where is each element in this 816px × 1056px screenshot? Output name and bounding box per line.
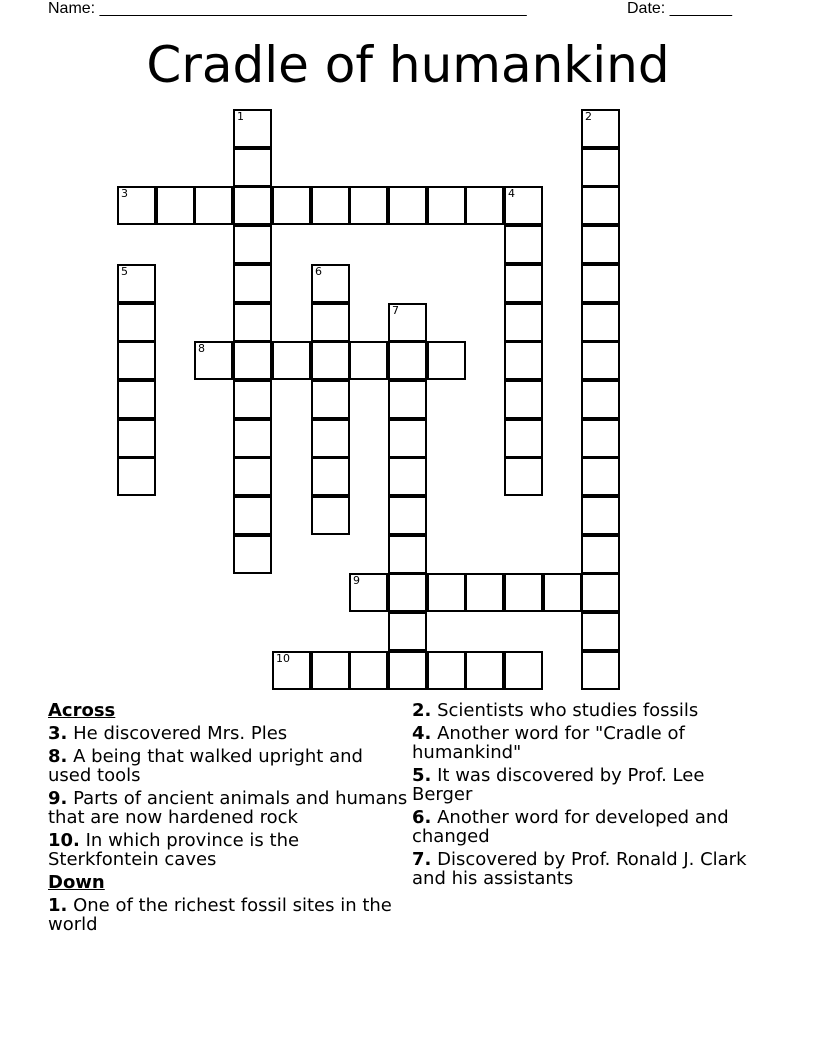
clue-across-8 [48,747,408,785]
grid-cell[interactable] [504,186,543,225]
clue-text: Scientists who studies fossils [437,700,699,721]
cell-number: 3 [121,187,128,200]
clues-left-column [48,701,408,938]
page-title: Cradle of humankind [146,36,670,94]
grid-cell[interactable] [388,303,427,342]
grid-cell[interactable] [349,341,388,380]
grid-cell[interactable] [388,535,427,574]
clue-down-6 [412,808,752,846]
clue-text: One of the richest fossil sites in the world [48,895,392,935]
grid-cell[interactable] [581,419,620,458]
grid-cell[interactable] [117,457,156,496]
grid-cell[interactable] [349,186,388,225]
grid-cell[interactable] [581,496,620,535]
grid-cell[interactable] [233,457,272,496]
cell-number: 8 [198,342,205,355]
grid-cell[interactable] [581,380,620,419]
grid-cell[interactable] [233,341,272,380]
clue-across-3 [48,724,408,743]
clue-number: 3. [48,723,68,744]
grid-cell[interactable] [233,225,272,264]
grid-cell[interactable] [427,651,466,690]
grid-cell[interactable] [117,303,156,342]
grid-cell[interactable] [272,651,311,690]
clue-text: Discovered by Prof. Ronald J. Clark and his assistants [412,849,747,889]
grid-cell[interactable] [581,225,620,264]
grid-cell[interactable] [581,573,620,612]
grid-cell[interactable] [465,573,504,612]
across-heading: Across [48,700,116,721]
name-field[interactable]: Name: ________________________________________________ [48,0,527,17]
grid-cell[interactable] [581,457,620,496]
clue-number: 8. [48,746,68,767]
grid-cell[interactable] [504,341,543,380]
grid-cell[interactable] [388,419,427,458]
grid-cell[interactable] [233,303,272,342]
cell-number: 4 [508,187,515,200]
clue-number: 10. [48,830,80,851]
grid-cell[interactable] [233,380,272,419]
grid-cell[interactable] [388,573,427,612]
grid-cell[interactable] [427,186,466,225]
grid-cell[interactable] [388,612,427,651]
cell-number: 2 [585,110,592,123]
cell-number: 7 [392,304,399,317]
grid-cell[interactable] [504,264,543,303]
grid-cell[interactable] [311,303,350,342]
grid-cell[interactable] [465,651,504,690]
grid-cell[interactable] [117,419,156,458]
grid-cell[interactable] [117,264,156,303]
grid-cell[interactable] [581,535,620,574]
cell-number: 5 [121,265,128,278]
grid-cell[interactable] [311,264,350,303]
cell-number: 9 [353,574,360,587]
grid-cell[interactable] [272,341,311,380]
clue-number: 5. [412,765,432,786]
grid-cell[interactable] [233,496,272,535]
clue-text: Another word for "Cradle of humankind" [412,723,685,763]
grid-cell[interactable] [581,303,620,342]
grid-cell[interactable] [504,651,543,690]
grid-cell[interactable] [581,186,620,225]
clue-across-9 [48,789,408,827]
grid-cell[interactable] [272,186,311,225]
clue-across-10 [48,831,408,869]
grid-cell[interactable] [427,341,466,380]
cell-number: 10 [276,652,290,665]
grid-cell[interactable] [581,612,620,651]
grid-cell[interactable] [117,380,156,419]
grid-cell[interactable] [233,535,272,574]
clue-number: 6. [412,807,432,828]
grid-cell[interactable] [504,303,543,342]
clue-number: 9. [48,788,68,809]
grid-cell[interactable] [581,264,620,303]
grid-cell[interactable] [311,419,350,458]
grid-cell[interactable] [194,186,233,225]
grid-cell[interactable] [349,651,388,690]
grid-cell[interactable] [194,341,233,380]
cell-number: 6 [315,265,322,278]
grid-cell[interactable] [388,341,427,380]
grid-cell[interactable] [504,573,543,612]
grid-cell[interactable] [311,457,350,496]
grid-cell[interactable] [388,457,427,496]
grid-cell[interactable] [388,380,427,419]
grid-cell[interactable] [233,148,272,187]
down-heading: Down [48,872,105,893]
grid-cell[interactable] [388,651,427,690]
grid-cell[interactable] [581,651,620,690]
clue-number: 7. [412,849,432,870]
clue-text: Another word for developed and changed [412,807,729,847]
clue-text: In which province is the Sterkfontein caves [48,830,300,870]
grid-cell[interactable] [311,341,350,380]
grid-cell[interactable] [117,341,156,380]
clue-down-4 [412,724,752,762]
grid-cell[interactable] [233,186,272,225]
grid-cell[interactable] [311,651,350,690]
cell-number: 1 [237,110,244,123]
grid-cell[interactable] [388,186,427,225]
clue-down-1 [48,896,408,934]
grid-cell[interactable] [388,496,427,535]
grid-cell[interactable] [117,186,156,225]
clue-down-5 [412,766,752,804]
grid-cell[interactable] [233,109,272,148]
grid-cell[interactable] [311,380,350,419]
grid-cell[interactable] [504,225,543,264]
grid-cell[interactable] [465,186,504,225]
grid-cell[interactable] [504,457,543,496]
grid-cell[interactable] [233,419,272,458]
clue-number: 2. [412,700,432,721]
clue-text: Parts of ancient animals and humans that are now hardened rock [48,788,408,828]
clue-text: He discovered Mrs. Ples [73,723,288,744]
grid-cell[interactable] [427,573,466,612]
clue-number: 1. [48,895,68,916]
grid-cell[interactable] [504,380,543,419]
grid-cell[interactable] [233,264,272,303]
clues-right-column [412,701,752,892]
grid-cell[interactable] [581,109,620,148]
clue-text: A being that walked upright and used tools [48,746,363,786]
grid-cell[interactable] [543,573,582,612]
grid-cell[interactable] [311,496,350,535]
grid-cell[interactable] [504,419,543,458]
date-field[interactable]: Date: _______ [627,0,732,17]
clue-number: 4. [412,723,432,744]
clue-down-2 [412,701,752,720]
grid-cell[interactable] [581,148,620,187]
grid-cell[interactable] [311,186,350,225]
clue-down-7 [412,850,752,888]
grid-cell[interactable] [581,341,620,380]
clue-text: It was discovered by Prof. Lee Berger [412,765,705,805]
grid-cell[interactable] [156,186,195,225]
grid-cell[interactable] [349,573,388,612]
